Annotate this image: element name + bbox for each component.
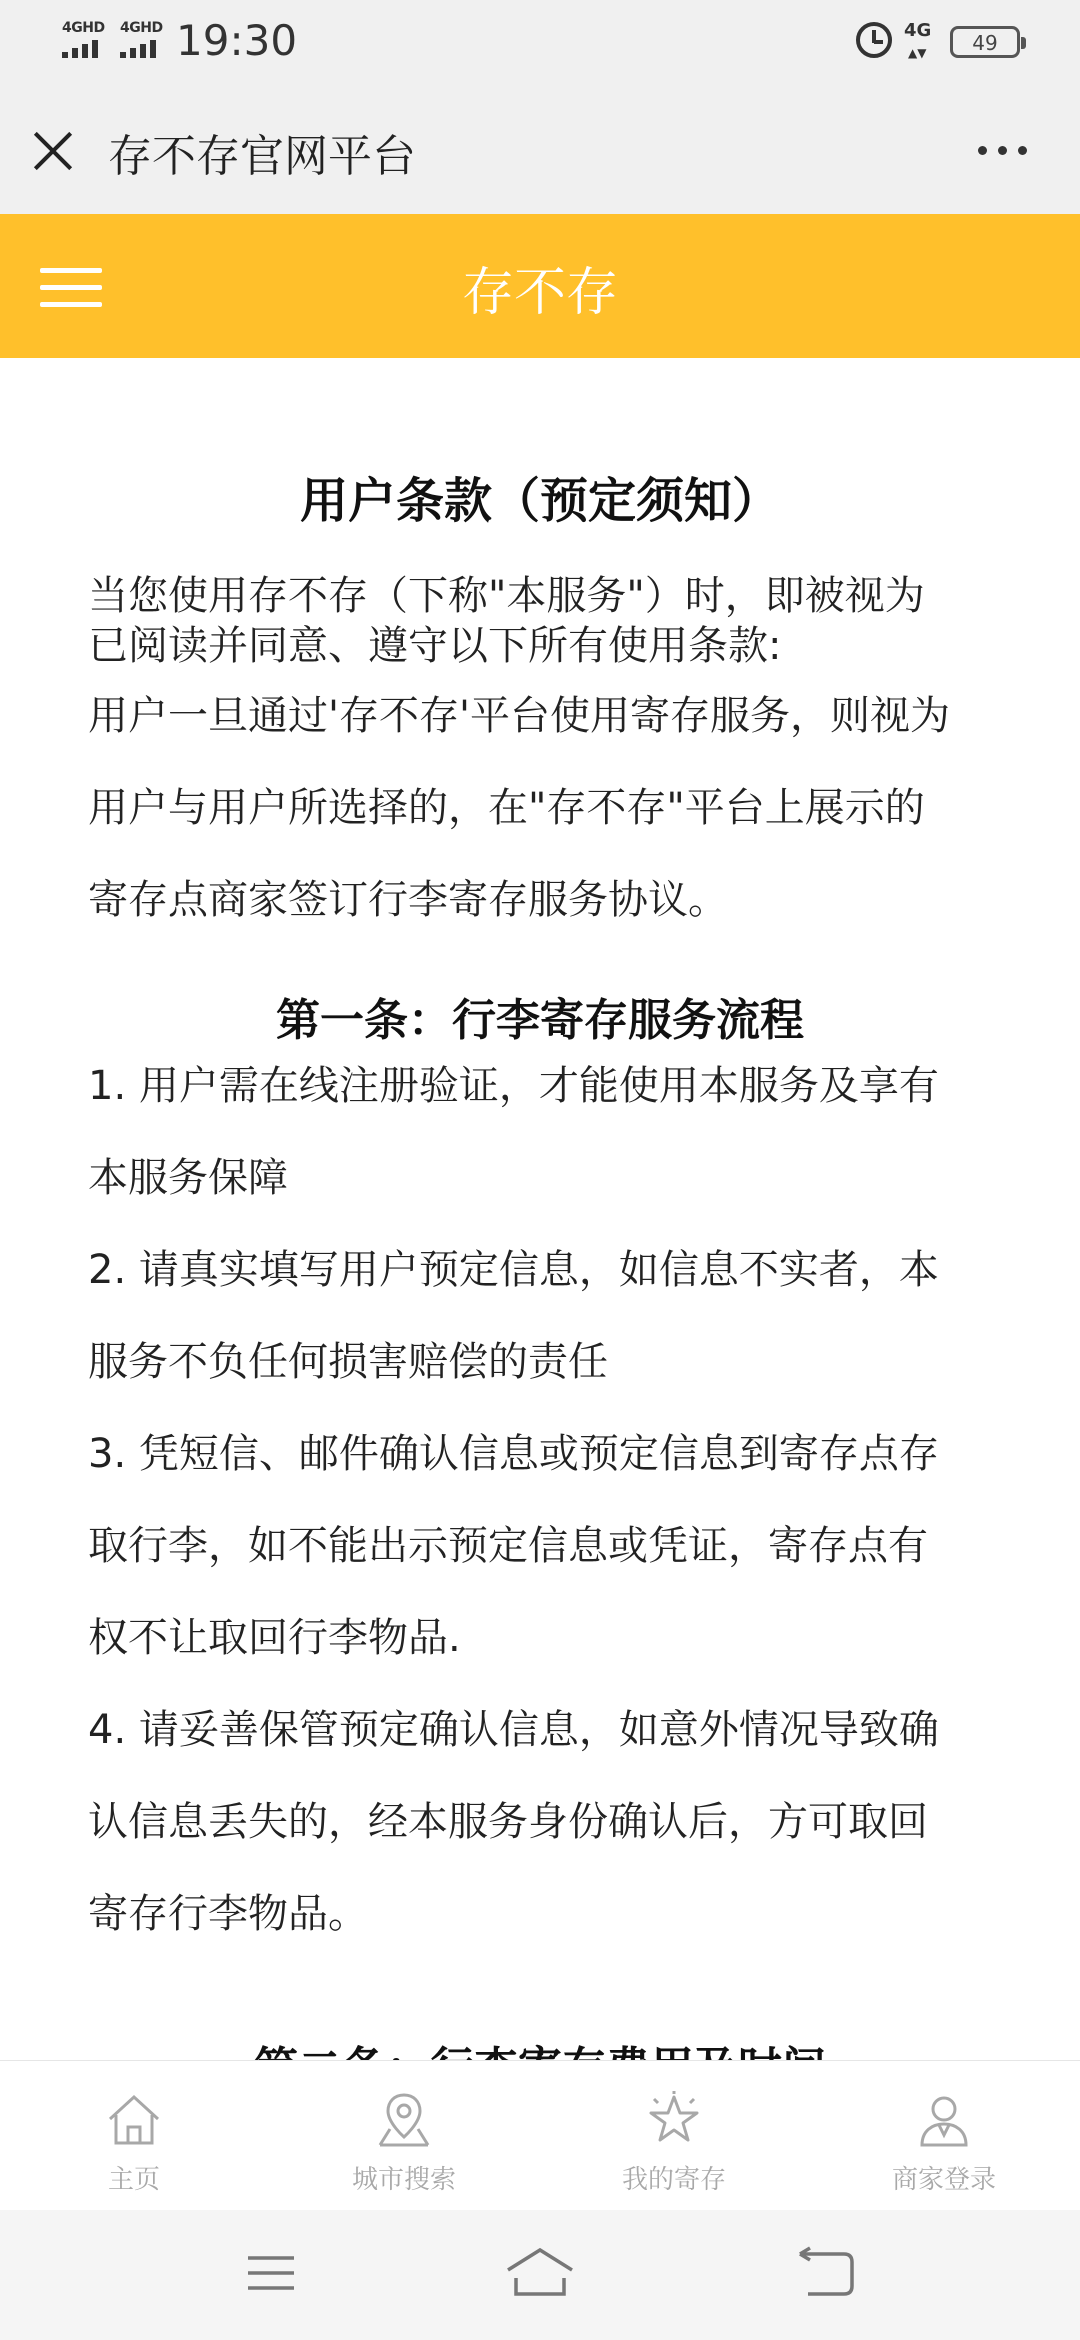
signal-network-label: 4GHD bbox=[120, 20, 163, 36]
battery-icon bbox=[950, 26, 1020, 58]
nav-merchant-login[interactable] bbox=[854, 2089, 1034, 2199]
menu-icon[interactable] bbox=[244, 2246, 298, 2300]
network-label: 4G bbox=[904, 20, 932, 41]
section-title: 第一条：行李寄存服务流程 bbox=[276, 995, 804, 1046]
terms-content[interactable] bbox=[0, 358, 1080, 2058]
intro-line: 当您使用存不存（下称"本服务"）时，即被视为 bbox=[88, 573, 925, 619]
signal-icon bbox=[60, 20, 112, 60]
intro-line: 用户一旦通过'存不存'平台使用寄存服务，则视为 bbox=[88, 693, 950, 739]
network-4g-icon bbox=[904, 20, 948, 64]
intro-line: 用户与用户所选择的，在"存不存"平台上展示的 bbox=[88, 785, 925, 831]
battery-level: 49 bbox=[972, 31, 998, 55]
intro-line: 已阅读并同意、遵守以下所有使用条款: bbox=[88, 623, 782, 669]
signal-icon bbox=[118, 20, 170, 60]
nav-label: 商家登录 bbox=[891, 2165, 996, 2195]
bottom-nav bbox=[0, 2060, 1080, 2210]
app-header bbox=[0, 214, 1080, 358]
section-line: 权不让取回行李物品. bbox=[88, 1615, 461, 1661]
browser-title-bar bbox=[0, 84, 1080, 214]
signal-network-label: 4GHD bbox=[62, 20, 105, 36]
intro-line: 寄存点商家签订行李寄存服务协议。 bbox=[88, 877, 728, 923]
terms-title: 用户条款（预定须知） bbox=[299, 473, 780, 529]
home-icon bbox=[104, 2089, 164, 2149]
star-icon bbox=[644, 2089, 704, 2149]
map-pin-icon bbox=[374, 2089, 434, 2149]
section-line: 3. 凭短信、邮件确认信息或预定信息到寄存点存 bbox=[88, 1431, 939, 1477]
section-line: 认信息丢失的，经本服务身份确认后，方可取回 bbox=[88, 1799, 928, 1845]
network-activity: ▲▼ bbox=[908, 46, 927, 60]
more-options-icon[interactable] bbox=[978, 146, 1028, 156]
page-title: 存不存官网平台 bbox=[108, 131, 416, 182]
back-icon[interactable] bbox=[796, 2246, 856, 2300]
nav-city-search[interactable] bbox=[314, 2089, 494, 2199]
user-icon bbox=[914, 2089, 974, 2149]
nav-home[interactable] bbox=[44, 2089, 224, 2199]
nav-label: 主页 bbox=[107, 2165, 160, 2195]
section-line: 取行李，如不能出示预定信息或凭证，寄存点有 bbox=[88, 1523, 928, 1569]
section-line: 本服务保障 bbox=[88, 1155, 288, 1201]
nav-my-storage[interactable] bbox=[584, 2089, 764, 2199]
section-line: 4. 请妥善保管预定确认信息，如意外情况导致确 bbox=[88, 1707, 939, 1753]
section-line: 寄存行李物品。 bbox=[88, 1891, 368, 1937]
nav-label: 城市搜索 bbox=[351, 2165, 456, 2195]
section-line: 2. 请真实填写用户预定信息，如信息不实者，本 bbox=[88, 1247, 939, 1293]
home-icon[interactable] bbox=[504, 2246, 576, 2300]
section-line: 1. 用户需在线注册验证，才能使用本服务及享有 bbox=[88, 1063, 939, 1109]
close-icon[interactable] bbox=[30, 128, 76, 174]
alarm-icon bbox=[856, 22, 892, 58]
status-bar bbox=[0, 0, 1080, 84]
nav-label: 我的寄存 bbox=[621, 2165, 726, 2195]
section-line: 服务不负任何损害赔偿的责任 bbox=[88, 1339, 608, 1385]
status-time: 19:30 bbox=[176, 16, 298, 65]
system-nav-bar bbox=[0, 2210, 1080, 2340]
header-title: 存不存 bbox=[461, 263, 618, 323]
